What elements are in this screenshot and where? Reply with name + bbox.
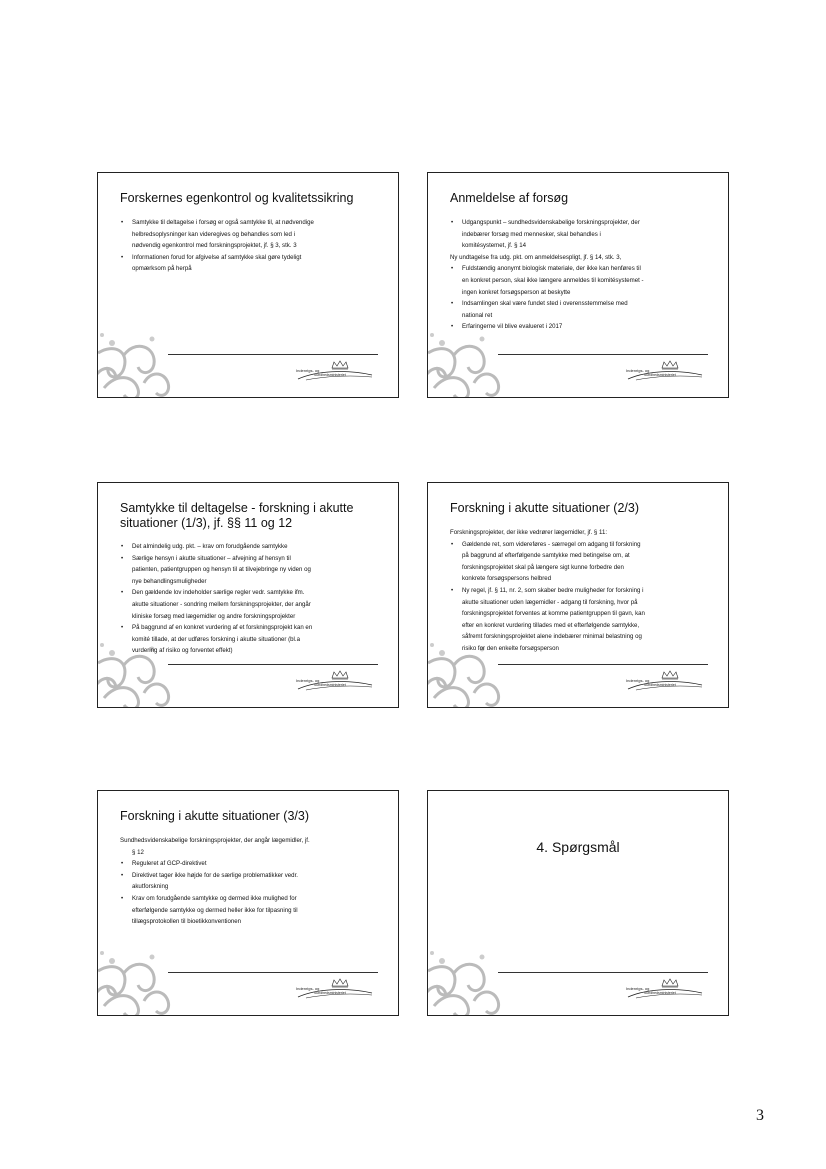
bullet-line: • Informationen forud for afgivelse af samtykke skal gøre tydeligt <box>120 252 384 264</box>
text-line: Sundhedsvidenskabelige forskningsprojekter, der angår lægemidler, jf. <box>120 837 310 844</box>
text-line: såfremt forskningsprojektet alene indebærer minimal belastning og <box>462 633 642 641</box>
footer-rule <box>498 664 708 665</box>
text-line: komitésystemet, jf. § 14 <box>462 242 527 250</box>
logo-line1: Indenrigs- og <box>296 368 320 373</box>
logo-line2: Sundhedsministeriet <box>314 373 346 377</box>
text-line: tillægsprotokollen til bioetikkonventionen <box>132 918 242 926</box>
slide-title: 4. Spørgsmål <box>536 839 620 855</box>
bullet-line: • Fuldstændig anonymt biologisk materiale, der ikke kan henføres til <box>450 263 714 275</box>
logo-line2: Sundhedsministeriet <box>644 991 676 995</box>
slide-title: Samtykke til deltagelse - forskning i akutte situationer (1/3), jf. §§ 11 og 12 <box>120 501 354 530</box>
slide-body <box>120 541 384 657</box>
ministry-logo <box>296 359 374 381</box>
bullet-line: • Det almindelig udg. pkt. – krav om forudgående samtykke <box>120 541 384 553</box>
footer-rule <box>168 972 378 973</box>
footer-rule <box>168 354 378 355</box>
logo-line1: Indenrigs- og <box>626 678 650 683</box>
text-line: efterfølgende samtykke og dermed heller ikke for tilpasning til <box>132 906 298 914</box>
slide-title: Anmeldelse af forsøg <box>450 191 569 205</box>
page-number: 3 <box>756 1107 764 1124</box>
ministry-logo <box>296 977 374 999</box>
text-line: § 12 <box>132 848 144 856</box>
footer-rule <box>498 354 708 355</box>
slide-title: Forskning i akutte situationer (3/3) <box>120 809 309 823</box>
ministry-logo <box>626 977 704 999</box>
text-line: Ny undtagelse fra udg. pkt. om anmeldelsespligt, jf. § 14, stk. 3, <box>450 253 622 261</box>
text-line: komité tillade, at der udføres forskning i akutte situationer (bl.a <box>132 635 300 643</box>
slide-body <box>450 217 714 333</box>
logo-line1: Indenrigs- og <box>296 678 320 683</box>
text-line: Forskningsprojekter, der ikke vedrører lægemidler, jf. § 11: <box>450 529 608 536</box>
slide-title: Forskning i akutte situationer (2/3) <box>450 501 639 515</box>
text-line: helbredsoplysninger kan videregives og behandles som led i <box>132 230 295 238</box>
bullet-line: • Erfaringerne vil blive evalueret i 2017 <box>450 321 714 333</box>
bullet-line: • På baggrund af en konkret vurdering af et forskningsprojekt kan en <box>120 622 384 634</box>
logo-line1: Indenrigs- og <box>626 368 650 373</box>
ministry-logo <box>296 669 374 691</box>
logo-line1: Indenrigs- og <box>626 986 650 991</box>
text-line: en konkret person, skal ikke længere anmeldes til komitésystemet - <box>462 276 644 284</box>
logo-line2: Sundhedsministeriet <box>314 991 346 995</box>
slide-2 <box>427 172 729 398</box>
bullet-line: • Den gældende lov indeholder særlige regler vedr. samtykke ifm. <box>120 587 384 599</box>
slide-3 <box>97 482 399 708</box>
text-line: ingen konkret forsøgsperson at beskytte <box>462 288 571 296</box>
slide-body <box>120 835 384 928</box>
slide-1 <box>97 172 399 398</box>
text-line: forskningsprojektet skal på længere sigt kunne forbedre den <box>462 563 624 571</box>
text-line: national ret <box>462 311 493 319</box>
bullet-line: • Gældende ret, som videreføres - særregel om adgang til forskning <box>450 539 714 551</box>
logo-line2: Sundhedsministeriet <box>644 373 676 377</box>
slide-6 <box>427 790 729 1016</box>
bullet-line: • Udgangspunkt – sundhedsvidenskabelige forskningsprojekter, der <box>450 217 714 229</box>
slide-body <box>450 527 714 655</box>
text-line: akutte situationer uden lægemidler - adgang til forskning, hvor på <box>462 598 638 606</box>
bullet-line: • Direktivet tager ikke højde for de særlige problematikker vedr. <box>120 870 384 882</box>
bullet-line: • Indsamlingen skal være fundet sted i overensstemmelse med <box>450 298 714 310</box>
logo-line1: Indenrigs- og <box>296 986 320 991</box>
slide-4 <box>427 482 729 708</box>
text-line: vurdering af risiko og forventet effekt) <box>132 647 233 655</box>
logo-line2: Sundhedsministeriet <box>644 683 676 687</box>
slide-5 <box>97 790 399 1016</box>
ornament-graphic <box>427 911 514 1016</box>
text-line: akutte situationer - sondring mellem forskningsprojekter, der angår <box>132 600 311 608</box>
text-line: akutforskning <box>132 883 169 891</box>
slide-title: Forskernes egenkontrol og kvalitetssikring <box>120 191 354 205</box>
ministry-logo <box>626 669 704 691</box>
logo-line2: Sundhedsministeriet <box>314 683 346 687</box>
bullet-line: • Reguleret af GCP-direktivet <box>120 858 384 870</box>
text-line: kliniske forsøg med lægemidler og andre forskningsprojekter <box>132 612 296 620</box>
bullet-line: • Krav om forudgående samtykke og dermed ikke mulighed for <box>120 893 384 905</box>
slide-body <box>120 217 384 275</box>
footer-rule <box>498 972 708 973</box>
text-line: patienten, patientgruppen og hensyn til at tilvejebringe ny viden og <box>132 566 311 574</box>
bullet-line: • Samtykke til deltagelse i forsøg er også samtykke til, at nødvendige <box>120 217 384 229</box>
text-line: på baggrund af efterfølgende samtykke med betingelse om, at <box>462 552 630 560</box>
bullet-line: • Særlige hensyn i akutte situationer – afvejning af hensyn til <box>120 553 384 565</box>
text-line: konkrete forsøgspersons helbred <box>462 575 552 583</box>
text-line: nødvendig egenkontrol med forskningsprojektet, jf. § 3, stk. 3 <box>132 242 297 250</box>
text-line: forskningsprojektet forventes at komme patientgruppen til gavn, kan <box>462 610 645 618</box>
ministry-logo <box>626 359 704 381</box>
text-line: risiko for den enkelte forsøgsperson <box>462 644 559 652</box>
text-line: opmærksom på herpå <box>132 265 192 273</box>
text-line: efter en konkret vurdering tillades med et efterfølgende samtykke, <box>462 621 640 629</box>
text-line: indebærer forsøg med mennesker, skal behandles i <box>462 230 601 238</box>
footer-rule <box>168 664 378 665</box>
ornament-graphic <box>97 293 184 398</box>
bullet-line: • Ny regel, jf. § 11, nr. 2, som skaber bedre muligheder for forskning i <box>450 585 714 597</box>
text-line: nye behandlingsmuligheder <box>132 577 207 585</box>
